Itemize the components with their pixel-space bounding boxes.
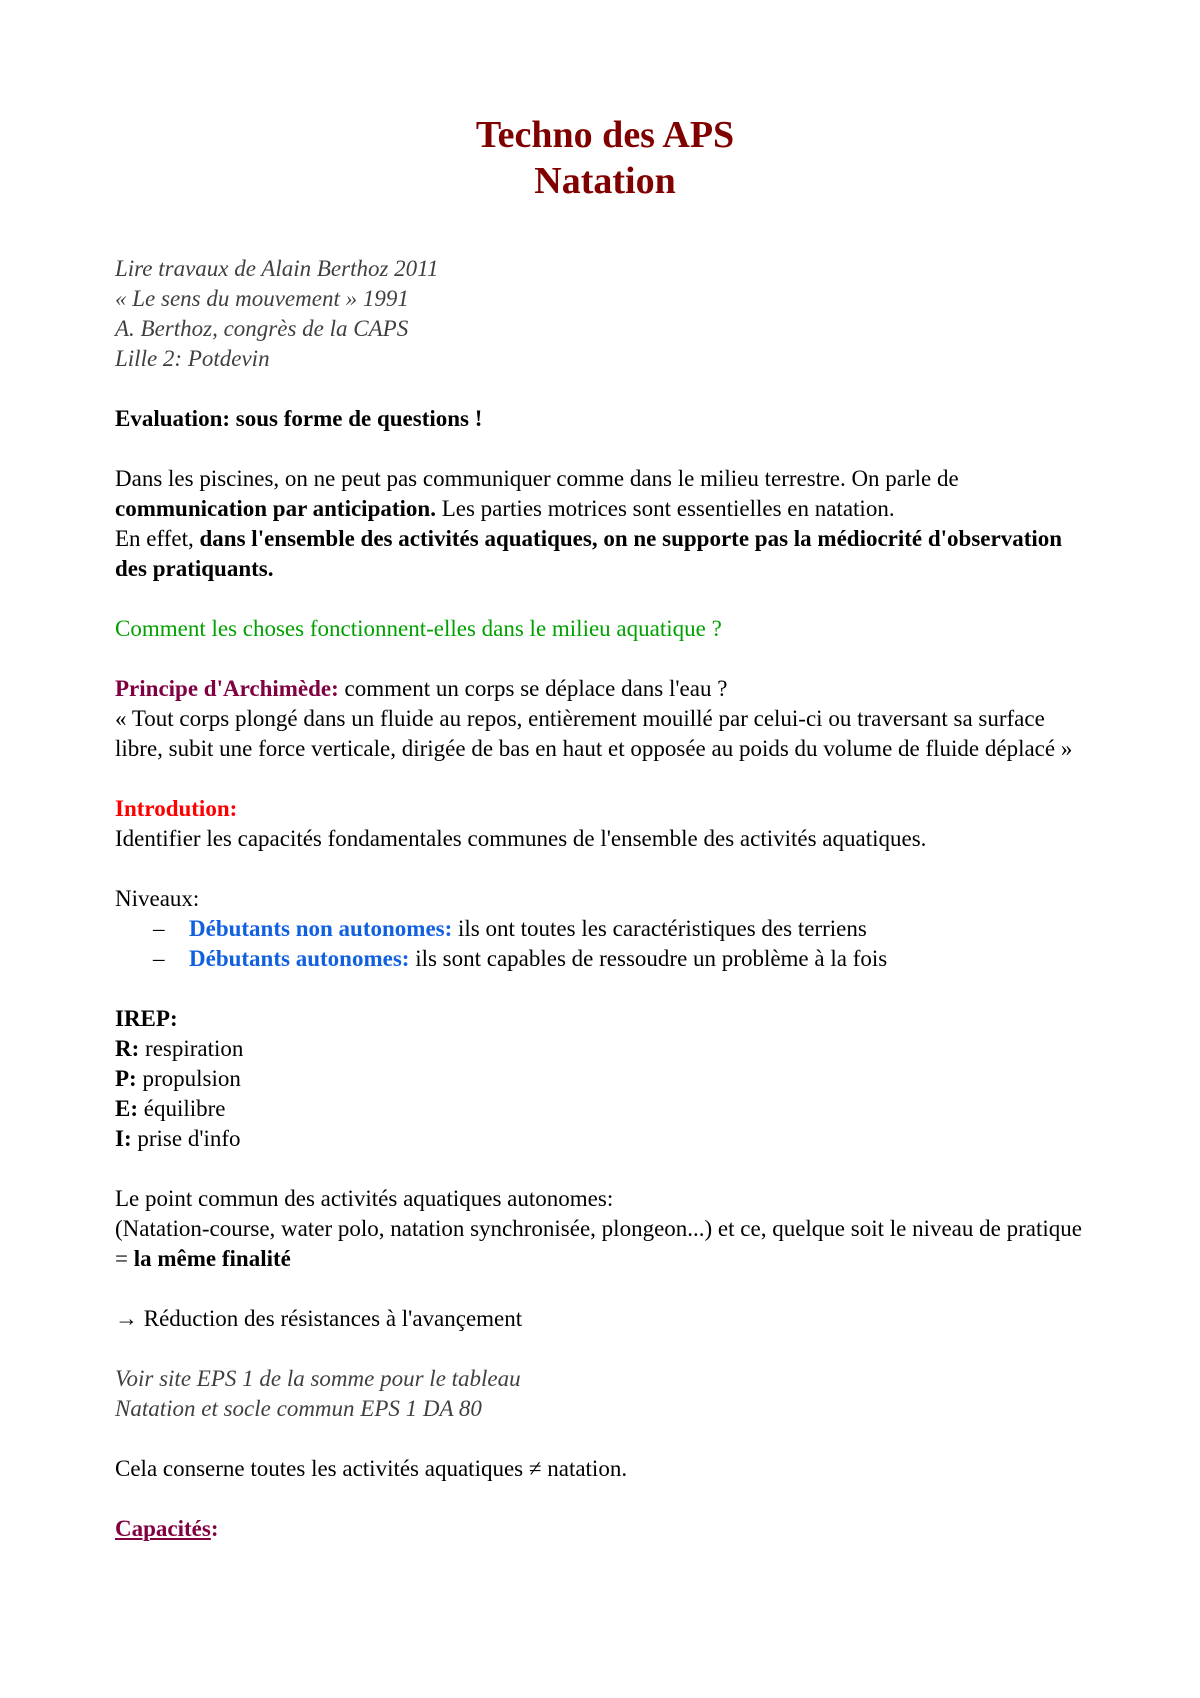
introduction-label: Introdution: bbox=[115, 796, 238, 821]
introduction-text: Identifier les capacités fondamentales communes de l'ensemble des activités aquatiques. bbox=[115, 826, 927, 851]
point-commun-bold: la même finalité bbox=[133, 1246, 291, 1271]
capacites-colon: : bbox=[210, 1516, 219, 1541]
irep-item bbox=[115, 1094, 1095, 1124]
list-item bbox=[153, 944, 1095, 974]
irep-letter: R: bbox=[115, 1036, 140, 1061]
reference-line: Lire travaux de Alain Berthoz 2011 bbox=[115, 256, 439, 281]
irep-text: propulsion bbox=[136, 1066, 241, 1091]
question-line: Comment les choses fonctionnent-elles dans le milieu aquatique ? bbox=[115, 616, 722, 641]
intro-bold-1: communication par anticipation. bbox=[115, 496, 436, 521]
capacites-heading bbox=[115, 1514, 1095, 1544]
reduction-line: → Réduction des résistances à l'avançement bbox=[115, 1306, 523, 1331]
irep-item bbox=[115, 1064, 1095, 1094]
title-line-2: Natation bbox=[534, 160, 676, 202]
irep-label: IREP: bbox=[115, 1006, 178, 1031]
irep-text: équilibre bbox=[138, 1096, 226, 1121]
reference-line: A. Berthoz, congrès de la CAPS bbox=[115, 316, 409, 341]
intro-paragraph bbox=[115, 464, 1095, 584]
document-body bbox=[115, 112, 1095, 1544]
level-text: ils sont capables de ressoudre un problème à la fois bbox=[409, 946, 888, 971]
level-label: Débutants non autonomes: bbox=[189, 916, 453, 941]
reference-line: Lille 2: Potdevin bbox=[115, 346, 270, 371]
voir-line: Natation et socle commun EPS 1 DA 80 bbox=[115, 1396, 482, 1421]
introduction-section bbox=[115, 794, 1095, 854]
irep-letter: E: bbox=[115, 1096, 138, 1121]
list-item bbox=[153, 914, 1095, 944]
intro-bold-2: dans l'ensemble des activités aquatiques, on ne supporte pas la médiocrité d'observation des pratiquants. bbox=[115, 526, 1063, 581]
niveaux-label: Niveaux: bbox=[115, 886, 200, 911]
point-commun-paragraph bbox=[115, 1184, 1095, 1274]
point-commun-line-2: (Natation-course, water polo, natation synchronisée, plongeon...) et ce, quelque soit le niveau de pratique = bbox=[115, 1216, 1082, 1271]
niveaux-list bbox=[115, 914, 1095, 974]
irep-text: respiration bbox=[139, 1036, 244, 1061]
intro-text-2: Les parties motrices sont essentielles en natation. bbox=[435, 496, 895, 521]
references-block bbox=[115, 254, 1095, 374]
irep-item bbox=[115, 1034, 1095, 1064]
irep-letter: P: bbox=[115, 1066, 137, 1091]
dash-bullet: – bbox=[153, 916, 165, 941]
capacites-label: Capacités bbox=[115, 1516, 211, 1541]
level-label: Débutants autonomes: bbox=[189, 946, 410, 971]
point-commun-line-1: Le point commun des activités aquatiques autonomes: bbox=[115, 1186, 614, 1211]
voir-line: Voir site EPS 1 de la somme pour le tableau bbox=[115, 1366, 521, 1391]
voir-block bbox=[115, 1364, 1095, 1424]
intro-text-3: En effet, bbox=[115, 526, 200, 551]
document-title bbox=[115, 112, 1095, 204]
irep-letter: I: bbox=[115, 1126, 132, 1151]
dash-bullet: – bbox=[153, 946, 165, 971]
archimede-section bbox=[115, 674, 1095, 764]
archimede-quote: « Tout corps plongé dans un fluide au repos, entièrement mouillé par celui-ci ou traversant sa surface libre, subit une force verticale, dirigée de bas en haut et opposée au poids du volume de fluide déplacé » bbox=[115, 706, 1073, 761]
cela-line: Cela conserne toutes les activités aquatiques ≠ natation. bbox=[115, 1456, 628, 1481]
archimede-text: comment un corps se déplace dans l'eau ? bbox=[338, 676, 728, 701]
title-line-1: Techno des APS bbox=[475, 114, 735, 156]
irep-section bbox=[115, 1004, 1095, 1154]
archimede-label: Principe d'Archimède: bbox=[115, 676, 339, 701]
evaluation-line: Evaluation: sous forme de questions ! bbox=[115, 406, 483, 431]
level-text: ils ont toutes les caractéristiques des terriens bbox=[452, 916, 867, 941]
intro-text: Dans les piscines, on ne peut pas communiquer comme dans le milieu terrestre. On parle de bbox=[115, 466, 959, 491]
irep-item bbox=[115, 1124, 1095, 1154]
reference-line: « Le sens du mouvement » 1991 bbox=[115, 286, 409, 311]
irep-text: prise d'info bbox=[131, 1126, 241, 1151]
